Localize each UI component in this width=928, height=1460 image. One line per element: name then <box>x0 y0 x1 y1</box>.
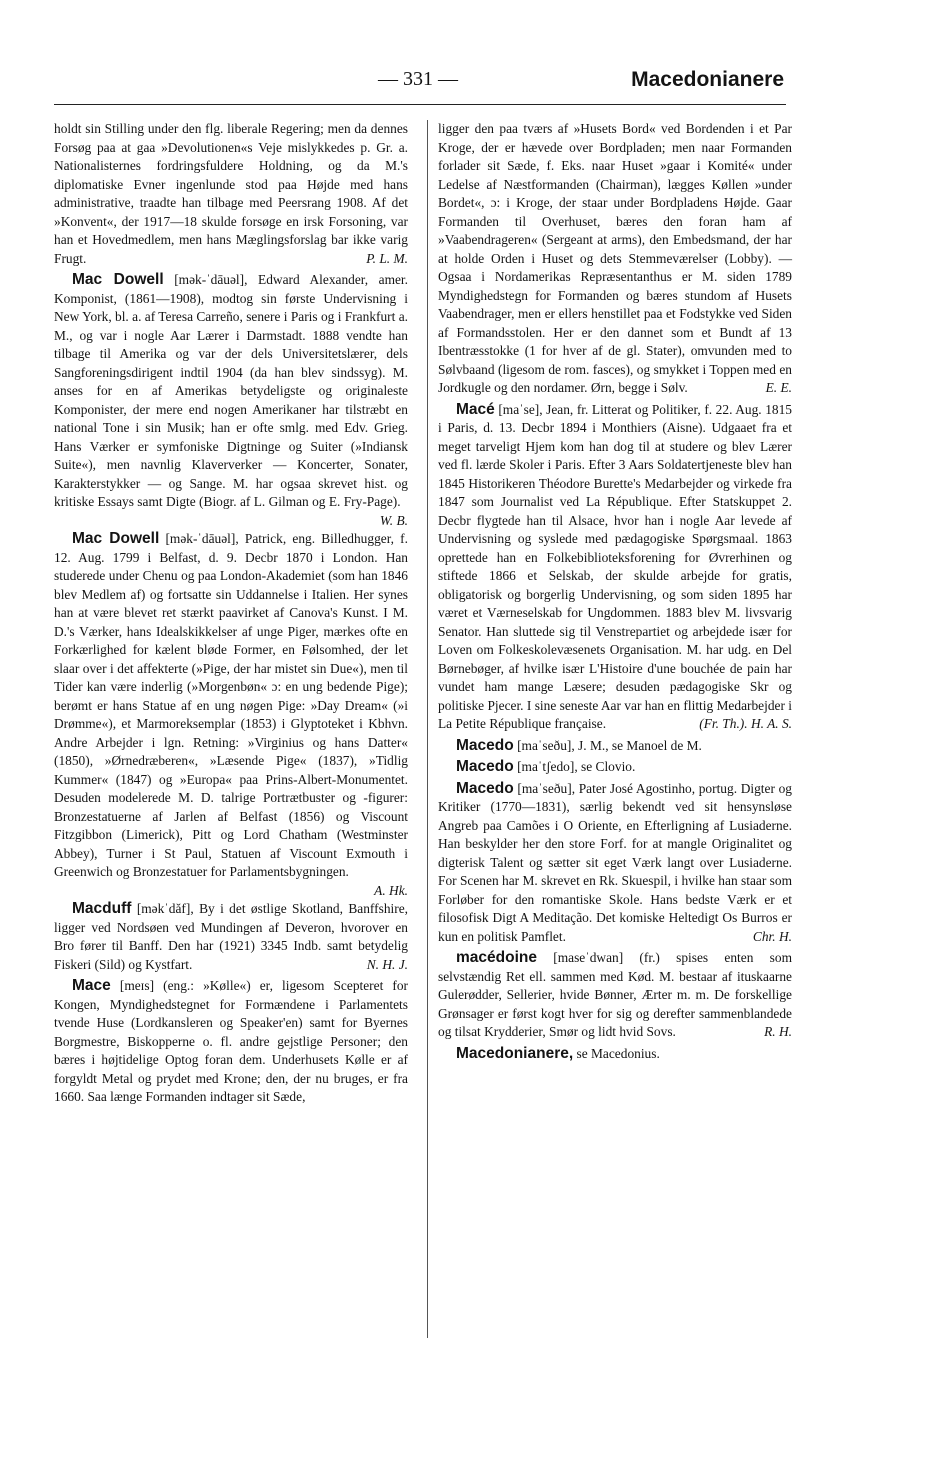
entry-text: holdt sin Stilling under den flg. liberale Regering; men da dennes Forsøg paa at gaa »Devolutionen«s Veje mislykkedes p. Gr. a. Nationalisternes fordringsfuldere Holdning, og da M.'s diplomatiske Evner ingenlunde stod paa Højde med hans administrative, traadte han tilbage med Peersrang 1908. Af det »Konvent«, der 1917—18 skulde forsøge en irsk Forsoning, var han et Hovedmedlem, men hans Mæglingsforslag bar ikke varig Frugt. <box>54 121 408 266</box>
headword: Macé <box>456 400 495 418</box>
author-initials: (Fr. Th.). H. A. S. <box>699 716 792 731</box>
author-initials: E. E. <box>765 380 792 395</box>
author-initials: N. H. J. <box>366 956 408 972</box>
entry-macdowell-edward <box>54 271 408 528</box>
author-initials: W. B. <box>379 512 408 528</box>
headword: Macedo <box>456 736 514 754</box>
entry-text: [maˈseðu], J. M., se Manoel de M. <box>517 737 702 753</box>
page-number: — 331 — <box>378 68 458 90</box>
entry-macedoine <box>438 949 792 1042</box>
entry-continuation <box>54 120 408 268</box>
headword: Macedo <box>456 779 514 797</box>
headword: macédoine <box>456 949 537 966</box>
entry-text: [mək-ˈdāuəl], Edward Alexander, amer. Komponist, (1861—1908), modtog sin første Undervisning i New York, bl. a. af Teresa Carreño, senere i Paris og i Frankfurt a. M., og var i nogle Aar Lærer i Darmstadt. 1888 vendte han tilbage til Amerika og var der dels Universitetslærer, dels Sangforeningsdirigent indtil 1904 (da han blev sindssyg). M. anses for en af Amerikas betydeligste og originaleste Komponister, der mere end nogen Amerikaner har tilstræbt en national Tone i sin Musik; han er ofte smlg. med Edv. Grieg. Hans Værker er symfoniske Digtninge og Suiter (»Indiansk Suite«), men navnlig Klaververker — Koncerter, Sonater, Karakterstykker — og Sange. M. har ogsaa skrevet hist. og kritiske Essays samt Digte (Biogr. af L. Gilman og E. Fry-Page). <box>54 272 408 509</box>
page-header <box>0 68 928 100</box>
entry-mace-continuation <box>438 120 792 398</box>
entry-text: [meɪs] (eng.: »Kølle«) er, ligesom Scepteret for Kongen, Myndighedstegnet for Formændene i Parlamentets tvende Huse (Lordkansleren og Speaker'en) samt for Byernes Borgmestre, Biskopperne o. fl. andre gejstlige Personer; den bæres i højtidelige Optog foran dem. Underhusets Kølle er af forgyldt Metal og prydet med Krone; den, der nu bruges, er fra 1660. Saa længe Formanden indtager sit Sæde, <box>54 978 408 1104</box>
entry-text: se Macedonius. <box>576 1045 660 1061</box>
entry-text: [maˈseðu], Pater José Agostinho, portug. Digter og Kritiker (1770—1831), særlig bekendt ved sit hensynsløse Angreb paa Camões i O Oriente, en Efterligning af Lusiaderne. Han beskylder her den store Forf. for at mangle Originalitet og digterisk Talent og sætter sit eget Værk langt over Lusiaderne. For Scenen har M. skrevet en Rk. Skuespil, i hvilke han staar som Forløber for den romantiske Skole. Hans bedste Værk er et filosofisk Digt A Meditação. Det komiske Heltedigt Os Burros er kun en politisk Pamflet. <box>438 780 792 944</box>
entry-macdowell-patrick <box>54 530 408 898</box>
headword: Macedo <box>456 758 514 775</box>
left-column <box>54 120 408 1110</box>
headword: Mac Dowell <box>72 271 164 288</box>
headword: Macedonianere, <box>456 1044 574 1062</box>
entry-macedonianere <box>438 1045 792 1064</box>
author-initials: R. H. <box>764 1024 792 1039</box>
entry-mace <box>54 977 408 1107</box>
entry-text: [məkˈdăf], By i det østlige Skotland, Banffshire, ligger ved Nordsøen ved Mundingen af Deveron, hvorover en Bro fører til Banff. Den har (1921) 3345 Indb. samt betydelig Fiskeri (Sild) og Kystfart. <box>54 901 408 972</box>
entry-macedo-jose <box>438 780 792 947</box>
headword: Mac Dowell <box>72 530 160 547</box>
headword: Mace <box>72 977 111 994</box>
author-initials: P. L. M. <box>366 250 408 266</box>
headword: Macduff <box>72 900 132 917</box>
entry-macduff <box>54 900 408 974</box>
entry-macedo-clovio <box>438 758 792 777</box>
entry-text: [maseˈdwan] (fr.) spises enten som selvstændig Ret ell. sammen med Kød. M. bestaar af ituskaarne Gulerødder, Sellerier, hvide Bønner, Ærter m. m. De forskellige Grønsager er først kogt hver for sig og derefter sammenblandede og tilsat Krydderier, Smør og lidt hvid Sovs. <box>438 950 792 1039</box>
header-rule <box>54 104 786 105</box>
entry-text: ligger den paa tværs af »Husets Bord« ved Bordenden i et Par Kroge, der er hævede over Bordpladen; men naar Formanden forlader sit Sæde, f. Eks. naar Huset »gaar i Komité« under Ledelse af Næstformanden (Chairman), lægges Køllen »under Bordet«, ɔ: i Kroge, der staar under Bordpladens Højde. Gaar Formanden til Overhuset, bæres den foran ham af »Vaabendrageren« (Sergeant at arms), den Embedsmand, der har at holde Orden i Huset og dets Stemmeværelser (Lobby). — Ogsaa i Nordamerikas Repræsentanthus er M. siden 1789 Myndighedstegn for Formanden og bæres stundom af Husets Vaabendrager, men er ellers henstillet paa et Fodstykke ved Siden af Formandsstolen. Her er den dannet som et Bundt af 13 Ibentræsstokke (1 for hver af de gl. Stater), omvunden med to Sølvbaand (ligesom de rom. fasces), og smykket i Toppen med en Jordkugle og den nordamer. Ørn, begge i Sølv. <box>438 121 792 395</box>
entry-mace-jean <box>438 401 792 734</box>
entry-text: [maˈtʃedo], se Clovio. <box>517 759 636 774</box>
entry-text: [mək-ˈdāuəl], Patrick, eng. Billedhugger, f. 12. Aug. 1799 i Belfast, d. 9. Decbr 1870 i London. Han studerede under Chenu og paa London-Akademiet (som han 1846 blev Medlem af) og fortsatte sin Uddannelse i Italien. Her synes han at være blevet ret stærkt paavirket af Canova's Kunst. I M. D.'s Værker, hans Idealskikkelser af unge Piger, mærkes ofte en Forkærlighed for kælent bløde Former, en Følsomhed, der let slaar over i det affekterte (»Pige, der har mistet sin Due«), men til Tider kan være inderlig (»Morgenbøn« ɔ: en ung bedende Pige); berømt er hans Statue af en ung nøgen Pige: »Day Dream« (»i Drømme«), et Marmoreksemplar (1853) i Glyptoteket i Kbhvn. Andre Arbejder i lgn. Retning: »Virginius og hans Datter« (1850), »Ørnedræberen«, »Læsende Pige« (1837), »Tidlig Kummer« (1847) og »Europa« paa Prins-Albert-Monumentet. Desuden modelerede M. D. talrige Portrætbuster og -figurer: Bronzestatuerne af Jarlen af Belfast (1856) og Viscount Fitzgibbon (Limerick), Pitt og Lord Chatham (Westminster Abbey), Turner i St Paul, Statuen af Viscount Exmouth i Greenwich og Bronzestatuer for Parlamentsbygningen. <box>54 531 408 879</box>
running-head: Macedonianere <box>631 68 784 91</box>
right-column <box>438 120 792 1066</box>
column-divider <box>427 120 428 1338</box>
entry-text: [maˈse], Jean, fr. Litterat og Politiker, f. 22. Aug. 1815 i Paris, d. 13. Decbr 1894 i Monthiers (Aisne). Udgaaet fra et meget tarveligt Hjem kom han dog til at studere og blev Lærer ved fl. lærde Skoler i Paris. Efter 3 Aars Soldatertjeneste blev han 1845 Historikeren Théodore Burette's Medarbejder og virkede fra 1847 som Journalist ved La République. Efter Statskuppet 2. Decbr flygtede han til Alsace, hvor han i nogle Aar levede af Undervisning og syslede med pædagogiske Spørgsmaal. 1863 oprettede han en Folkebiblioteksforening for Øvrerhinen og stiftede 1866 et Selskab, der skulde arbejde for gratis, obligatorisk og borgerlig Undervisning, og som siden 1895 har været et Værneselskab for Ungdommen. 1883 blev M. livsvarig Senator. Han sluttede sig til Venstrepartiet og arbejdede især for Loven om Folkeskolevæsenets Organisation. M. har udg. en Del Børnebøger, af hvilke især L'Histoire d'une bouchée de pain har vundet ham mange Læsere; desuden pædagogiske Skr og politiske Pjecer. I sine seneste Aar var han en flittig Medarbejder i La Petite République française. <box>438 401 792 731</box>
author-initials: Chr. H. <box>752 928 792 944</box>
author-initials: A. Hk. <box>374 882 408 898</box>
entry-macedo-jm <box>438 737 792 756</box>
